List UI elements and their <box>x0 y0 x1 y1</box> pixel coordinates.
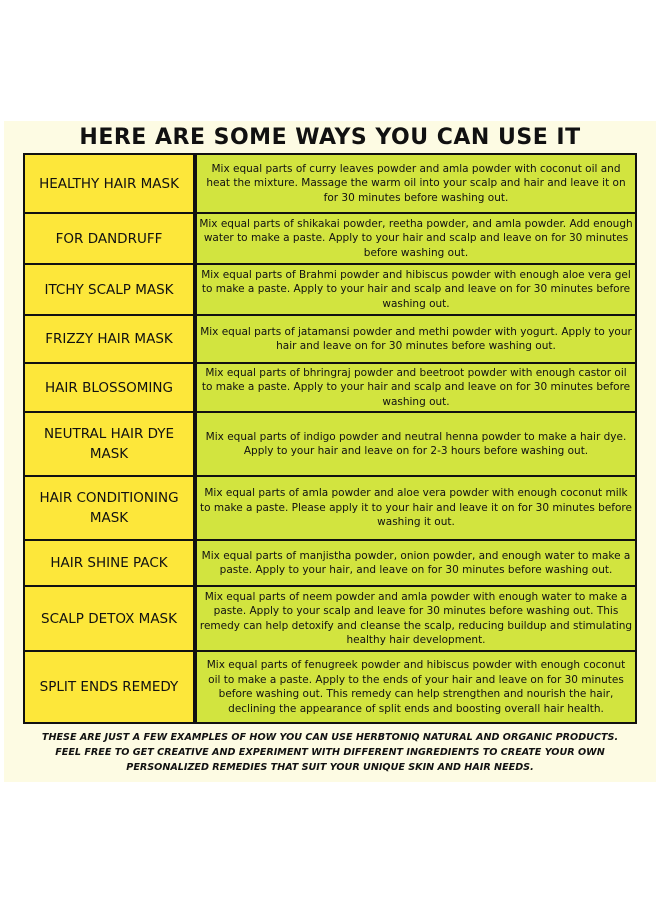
remedy-name: FRIZZY HAIR MASK <box>23 314 195 364</box>
remedy-name: NEUTRAL HAIR DYE MASK <box>23 411 195 477</box>
table-row <box>23 475 637 541</box>
table-row <box>23 411 637 477</box>
remedy-name: HAIR SHINE PACK <box>23 539 195 587</box>
remedy-description: Mix equal parts of amla powder and aloe vera powder with enough coconut milk to make a paste. Please apply it to your hair and leave it on for 30 minutes before washing it out. <box>195 475 637 541</box>
table-row <box>23 539 637 587</box>
remedy-name: ITCHY SCALP MASK <box>23 263 195 316</box>
page-title: HERE ARE SOME WAYS YOU CAN USE IT <box>79 125 581 150</box>
table-row <box>23 650 637 724</box>
table-row <box>23 153 637 214</box>
table-row <box>23 314 637 364</box>
remedy-name: HAIR BLOSSOMING <box>23 362 195 413</box>
remedy-name: SCALP DETOX MASK <box>23 585 195 652</box>
remedy-description: Mix equal parts of neem powder and amla powder with enough water to make a paste. Apply to your scalp and leave for 30 minutes before washing out. This remedy can help detoxify and cleanse the scalp, reducing buildup and stimulating healthy hair development. <box>195 585 637 652</box>
remedy-description: Mix equal parts of manjistha powder, onion powder, and enough water to make a paste. Apply to your hair, and leave on for 30 minutes before washing out. <box>195 539 637 587</box>
table-row <box>23 263 637 316</box>
remedy-description: Mix equal parts of Brahmi powder and hibiscus powder with enough aloe vera gel to make a paste. Apply to your hair and scalp and leave on for 30 minutes before washing out. <box>195 263 637 316</box>
table-row <box>23 362 637 413</box>
remedy-name: HAIR CONDITIONING MASK <box>23 475 195 541</box>
remedy-name: SPLIT ENDS REMEDY <box>23 650 195 724</box>
footer-note: THESE ARE JUST A FEW EXAMPLES OF HOW YOU CAN USE HERBTONIQ NATURAL AND ORGANIC PRODUCTS. FEEL FREE TO GET CREATIVE AND EXPERIMENT WITH DIFFERENT INGREDIENTS TO CREATE YOUR OWN PERSONALIZED REMEDIES THAT SUIT YOUR UNIQUE SKIN AND HAIR NEEDS. <box>41 732 619 773</box>
remedy-description: Mix equal parts of indigo powder and neutral henna powder to make a hair dye. Apply to your hair and leave on for 2-3 hours before washing out. <box>195 411 637 477</box>
remedy-description: Mix equal parts of jatamansi powder and methi powder with yogurt. Apply to your hair and leave on for 30 minutes before washing out. <box>195 314 637 364</box>
remedy-name: FOR DANDRUFF <box>23 212 195 265</box>
remedy-description: Mix equal parts of curry leaves powder and amla powder with coconut oil and heat the mixture. Massage the warm oil into your scalp and hair and leave it on for 30 minutes before washing out. <box>195 153 637 214</box>
remedy-description: Mix equal parts of shikakai powder, reetha powder, and amla powder. Add enough water to make a paste. Apply to your hair and scalp and leave on for 30 minutes before washing out. <box>195 212 637 265</box>
remedy-description: Mix equal parts of fenugreek powder and hibiscus powder with enough coconut oil to make a paste. Apply to the ends of your hair and leave on for 30 minutes before washing out. This remedy can help strengthen and nourish the hair, declining the appearance of split ends and boosting overall hair health. <box>195 650 637 724</box>
remedy-description: Mix equal parts of bhringraj powder and beetroot powder with enough castor oil to make a paste. Apply to your hair and scalp and leave on for 30 minutes before washing out. <box>195 362 637 413</box>
table-row <box>23 585 637 652</box>
table-row <box>23 212 637 265</box>
remedy-name: HEALTHY HAIR MASK <box>23 153 195 214</box>
